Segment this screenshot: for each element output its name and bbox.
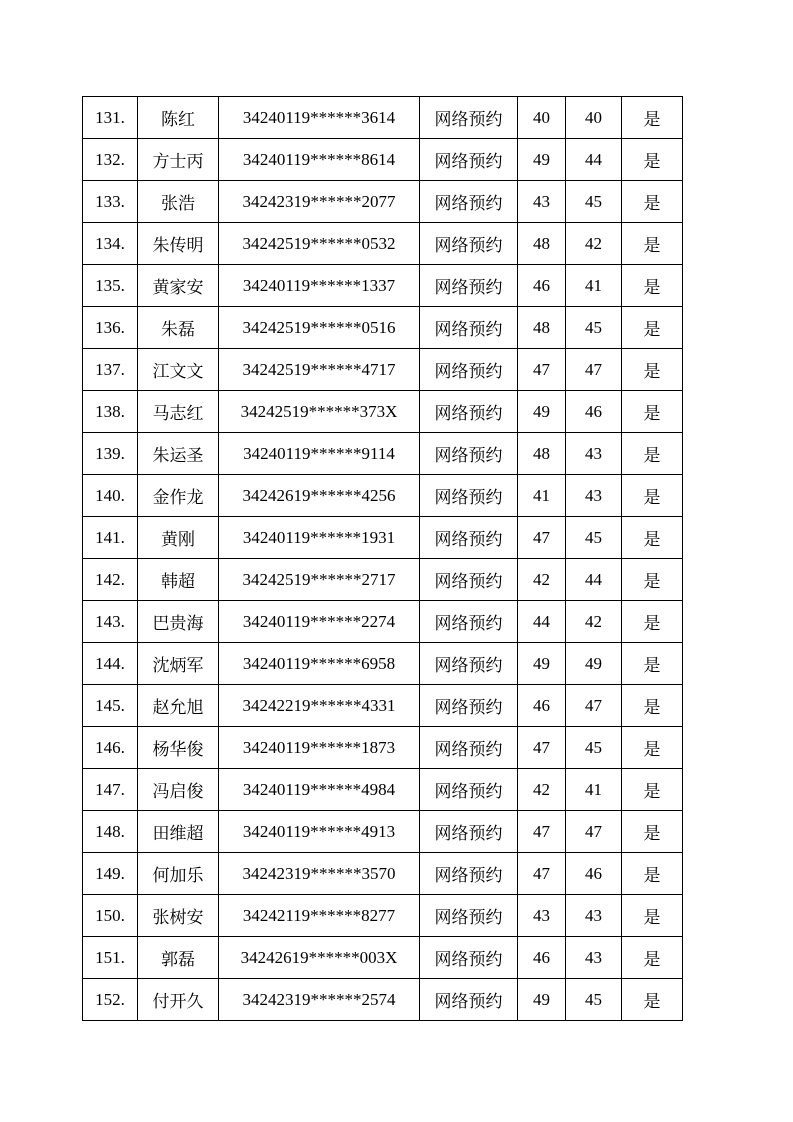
table-row [83,853,683,895]
score-1-cell: 48 [518,433,566,475]
name-cell: 沈炳军 [138,643,219,685]
score-2-cell: 40 [566,97,622,139]
name-cell: 田维超 [138,811,219,853]
name-cell: 金作龙 [138,475,219,517]
score-2-cell: 45 [566,307,622,349]
score-1-cell: 47 [518,517,566,559]
booking-method-cell: 网络预约 [420,769,518,811]
id-number-cell: 34240119******2274 [219,601,420,643]
id-number-cell: 34242519******4717 [219,349,420,391]
row-number-cell: 134. [83,223,138,265]
qualified-flag-cell: 是 [622,349,683,391]
score-2-cell: 45 [566,181,622,223]
row-number-cell: 141. [83,517,138,559]
row-number-cell: 131. [83,97,138,139]
row-number-cell: 140. [83,475,138,517]
booking-method-cell: 网络预约 [420,517,518,559]
score-2-cell: 45 [566,727,622,769]
qualified-flag-cell: 是 [622,517,683,559]
score-2-cell: 46 [566,853,622,895]
score-2-cell: 49 [566,643,622,685]
id-number-cell: 34242619******4256 [219,475,420,517]
booking-method-cell: 网络预约 [420,97,518,139]
name-cell: 冯启俊 [138,769,219,811]
name-cell: 朱传明 [138,223,219,265]
table-row [83,727,683,769]
score-1-cell: 48 [518,223,566,265]
row-number-cell: 148. [83,811,138,853]
score-1-cell: 42 [518,559,566,601]
score-1-cell: 49 [518,643,566,685]
id-number-cell: 34240119******1873 [219,727,420,769]
booking-method-cell: 网络预约 [420,181,518,223]
name-cell: 江文文 [138,349,219,391]
score-1-cell: 46 [518,685,566,727]
table-row [83,181,683,223]
row-number-cell: 139. [83,433,138,475]
score-2-cell: 43 [566,433,622,475]
name-cell: 张浩 [138,181,219,223]
booking-method-cell: 网络预约 [420,979,518,1021]
name-cell: 朱磊 [138,307,219,349]
qualified-flag-cell: 是 [622,559,683,601]
score-2-cell: 47 [566,349,622,391]
name-cell: 何加乐 [138,853,219,895]
score-1-cell: 40 [518,97,566,139]
score-2-cell: 47 [566,811,622,853]
booking-method-cell: 网络预约 [420,391,518,433]
row-number-cell: 147. [83,769,138,811]
id-number-cell: 34240119******6958 [219,643,420,685]
table-row [83,433,683,475]
table-row [83,517,683,559]
score-1-cell: 48 [518,307,566,349]
score-1-cell: 47 [518,853,566,895]
table-row [83,307,683,349]
name-cell: 张树安 [138,895,219,937]
table-row [83,769,683,811]
id-number-cell: 34240119******9114 [219,433,420,475]
score-1-cell: 43 [518,895,566,937]
table-row [83,391,683,433]
qualified-flag-cell: 是 [622,265,683,307]
qualified-flag-cell: 是 [622,391,683,433]
booking-method-cell: 网络预约 [420,349,518,391]
id-number-cell: 34242519******373X [219,391,420,433]
id-number-cell: 34240119******4913 [219,811,420,853]
row-number-cell: 132. [83,139,138,181]
table-row [83,475,683,517]
row-number-cell: 133. [83,181,138,223]
booking-method-cell: 网络预约 [420,475,518,517]
id-number-cell: 34240119******1337 [219,265,420,307]
id-number-cell: 34242519******2717 [219,559,420,601]
qualified-flag-cell: 是 [622,937,683,979]
table-row [83,97,683,139]
qualified-flag-cell: 是 [622,223,683,265]
id-number-cell: 34242319******3570 [219,853,420,895]
score-2-cell: 42 [566,601,622,643]
name-cell: 黄刚 [138,517,219,559]
id-number-cell: 34242219******4331 [219,685,420,727]
score-2-cell: 46 [566,391,622,433]
qualified-flag-cell: 是 [622,895,683,937]
roster-body [83,97,683,1021]
score-1-cell: 49 [518,139,566,181]
booking-method-cell: 网络预约 [420,223,518,265]
score-2-cell: 44 [566,559,622,601]
row-number-cell: 144. [83,643,138,685]
score-1-cell: 47 [518,727,566,769]
score-1-cell: 46 [518,937,566,979]
table-row [83,895,683,937]
score-2-cell: 47 [566,685,622,727]
id-number-cell: 34242319******2077 [219,181,420,223]
qualified-flag-cell: 是 [622,475,683,517]
score-1-cell: 47 [518,349,566,391]
booking-method-cell: 网络预约 [420,853,518,895]
name-cell: 马志红 [138,391,219,433]
table-row [83,979,683,1021]
qualified-flag-cell: 是 [622,97,683,139]
table-row [83,811,683,853]
row-number-cell: 149. [83,853,138,895]
booking-method-cell: 网络预约 [420,811,518,853]
id-number-cell: 34242519******0516 [219,307,420,349]
booking-method-cell: 网络预约 [420,937,518,979]
qualified-flag-cell: 是 [622,433,683,475]
name-cell: 方士丙 [138,139,219,181]
score-2-cell: 43 [566,937,622,979]
row-number-cell: 136. [83,307,138,349]
id-number-cell: 34240119******8614 [219,139,420,181]
row-number-cell: 135. [83,265,138,307]
table-row [83,937,683,979]
row-number-cell: 146. [83,727,138,769]
score-1-cell: 43 [518,181,566,223]
score-1-cell: 44 [518,601,566,643]
name-cell: 郭磊 [138,937,219,979]
score-2-cell: 44 [566,139,622,181]
qualified-flag-cell: 是 [622,601,683,643]
score-1-cell: 47 [518,811,566,853]
score-1-cell: 49 [518,979,566,1021]
qualified-flag-cell: 是 [622,979,683,1021]
qualified-flag-cell: 是 [622,307,683,349]
row-number-cell: 152. [83,979,138,1021]
row-number-cell: 150. [83,895,138,937]
booking-method-cell: 网络预约 [420,601,518,643]
booking-method-cell: 网络预约 [420,139,518,181]
booking-method-cell: 网络预约 [420,727,518,769]
table-row [83,139,683,181]
name-cell: 付开久 [138,979,219,1021]
roster-table [82,96,683,1021]
qualified-flag-cell: 是 [622,811,683,853]
name-cell: 巴贵海 [138,601,219,643]
score-2-cell: 43 [566,895,622,937]
table-row [83,559,683,601]
table-row [83,601,683,643]
score-2-cell: 41 [566,265,622,307]
id-number-cell: 34240119******4984 [219,769,420,811]
qualified-flag-cell: 是 [622,643,683,685]
qualified-flag-cell: 是 [622,139,683,181]
booking-method-cell: 网络预约 [420,895,518,937]
booking-method-cell: 网络预约 [420,643,518,685]
name-cell: 韩超 [138,559,219,601]
table-row [83,349,683,391]
booking-method-cell: 网络预约 [420,307,518,349]
name-cell: 杨华俊 [138,727,219,769]
row-number-cell: 142. [83,559,138,601]
id-number-cell: 34242319******2574 [219,979,420,1021]
score-2-cell: 43 [566,475,622,517]
booking-method-cell: 网络预约 [420,559,518,601]
score-1-cell: 42 [518,769,566,811]
row-number-cell: 143. [83,601,138,643]
score-1-cell: 49 [518,391,566,433]
booking-method-cell: 网络预约 [420,265,518,307]
table-row [83,685,683,727]
row-number-cell: 151. [83,937,138,979]
row-number-cell: 137. [83,349,138,391]
row-number-cell: 138. [83,391,138,433]
name-cell: 朱运圣 [138,433,219,475]
id-number-cell: 34240119******3614 [219,97,420,139]
id-number-cell: 34242119******8277 [219,895,420,937]
qualified-flag-cell: 是 [622,769,683,811]
score-1-cell: 46 [518,265,566,307]
qualified-flag-cell: 是 [622,853,683,895]
booking-method-cell: 网络预约 [420,433,518,475]
table-row [83,265,683,307]
id-number-cell: 34242619******003X [219,937,420,979]
booking-method-cell: 网络预约 [420,685,518,727]
qualified-flag-cell: 是 [622,181,683,223]
score-2-cell: 45 [566,979,622,1021]
name-cell: 陈红 [138,97,219,139]
name-cell: 赵允旭 [138,685,219,727]
qualified-flag-cell: 是 [622,685,683,727]
score-2-cell: 42 [566,223,622,265]
qualified-flag-cell: 是 [622,727,683,769]
table-row [83,223,683,265]
id-number-cell: 34240119******1931 [219,517,420,559]
score-1-cell: 41 [518,475,566,517]
id-number-cell: 34242519******0532 [219,223,420,265]
row-number-cell: 145. [83,685,138,727]
name-cell: 黄家安 [138,265,219,307]
score-2-cell: 41 [566,769,622,811]
score-2-cell: 45 [566,517,622,559]
table-row [83,643,683,685]
